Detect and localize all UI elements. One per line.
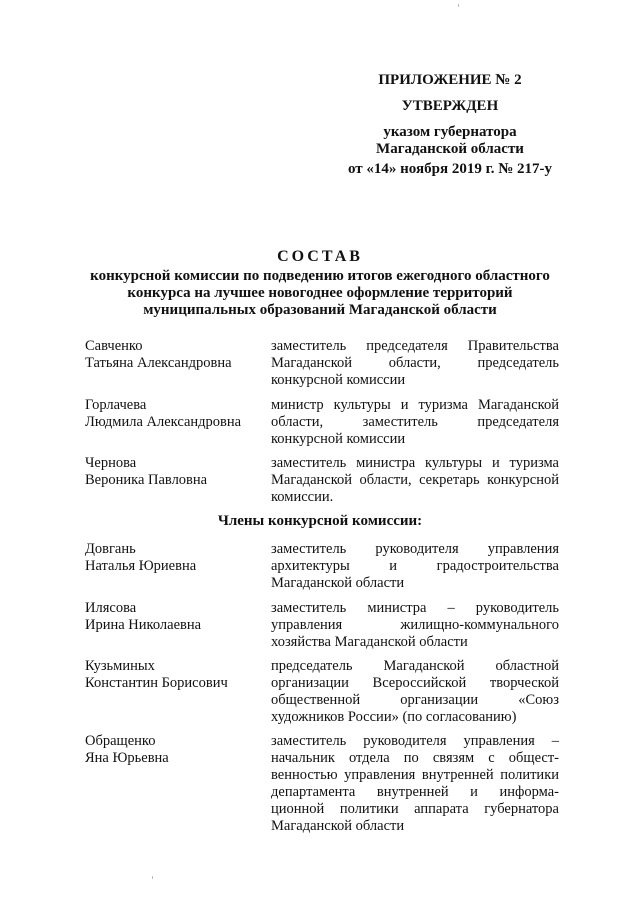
role-line: конкурсной комиссии [271, 372, 406, 388]
role-line: начальник отдела по связям с общест- [271, 750, 559, 766]
role-line: области, заместитель председателя [271, 414, 559, 430]
member-given-names: Ирина Николаевна [85, 617, 202, 633]
role-line: художников России» (по согласованию) [271, 709, 517, 725]
role-line: заместитель руководителя управления [271, 541, 559, 557]
member-name [85, 397, 265, 431]
decree-line: Магаданской области [376, 141, 524, 157]
document-title: СОСТАВ [277, 248, 363, 265]
member-surname: Савченко [85, 338, 143, 354]
approved-label: УТВЕРЖДЕН [401, 98, 499, 114]
member-role [271, 600, 559, 651]
member-surname: Горлачева [85, 397, 147, 413]
member-role [271, 397, 559, 448]
role-line: Магаданской области [271, 575, 405, 591]
member-role [271, 541, 559, 592]
role-line: министр культуры и туризма Магаданской [271, 397, 559, 413]
document-subtitle [70, 268, 570, 319]
decree-line: указом губернатора [383, 124, 517, 140]
member-role [271, 455, 559, 506]
member-role [271, 338, 559, 389]
role-line: хозяйства Магаданской области [271, 634, 468, 650]
role-line: комиссии. [271, 489, 334, 505]
role-line: председатель Магаданской областной [271, 658, 559, 674]
member-surname: Кузьминых [85, 658, 155, 674]
member-given-names: Татьяна Александровна [85, 355, 232, 371]
member-name [85, 658, 265, 692]
member-given-names: Наталья Юриевна [85, 558, 197, 574]
decree-date: от «14» ноября 2019 г. № 217-у [347, 161, 553, 177]
member-role [271, 733, 559, 835]
subtitle-line: конкурса на лучшее новогоднее оформление территорий [127, 285, 513, 301]
member-surname: Обращенко [85, 733, 156, 749]
role-line: ционной политики аппарата губернатора [271, 801, 559, 817]
member-given-names: Вероника Павловна [85, 472, 208, 488]
role-line: общественной организации «Союз [271, 692, 559, 708]
role-line: заместитель руководителя управления – [271, 733, 559, 749]
member-given-names: Константин Борисович [85, 675, 228, 691]
member-name [85, 733, 265, 767]
role-line: архитектуры и градостроительства [271, 558, 559, 574]
member-role [271, 658, 559, 726]
role-line: венностью управления внутренней политики [271, 767, 559, 783]
member-given-names: Людмила Александровна [85, 414, 242, 430]
role-line: конкурсной комиссии [271, 431, 406, 447]
member-name [85, 338, 265, 372]
member-surname: Довгань [85, 541, 136, 557]
members-heading: Члены конкурсной комиссии: [217, 513, 423, 529]
member-surname: Чернова [85, 455, 137, 471]
member-name [85, 455, 265, 489]
role-line: заместитель председателя Правительства [271, 338, 559, 354]
member-name [85, 541, 265, 575]
role-line: заместитель министра – руководитель [271, 600, 559, 616]
role-line: Магаданской области [271, 818, 405, 834]
annex-number: ПРИЛОЖЕНИЕ № 2 [378, 72, 522, 88]
role-line: организации Всероссийской творческой [271, 675, 559, 691]
role-line: Магаданской области, председатель [271, 355, 559, 371]
role-line: управления жилищно-коммунального [271, 617, 559, 633]
scan-speck [458, 4, 459, 7]
role-line: департамента внутренней и информа- [271, 784, 559, 800]
subtitle-line: конкурсной комиссии по подведению итогов ежегодного областного [90, 268, 550, 284]
role-line: заместитель министра культуры и туризма [271, 455, 559, 471]
scan-speck [152, 876, 153, 879]
member-name [85, 600, 265, 634]
role-line: Магаданской области, секретарь конкурсной [271, 472, 559, 488]
subtitle-line: муниципальных образований Магаданской области [143, 302, 497, 318]
member-surname: Илясова [85, 600, 137, 616]
member-given-names: Яна Юрьевна [85, 750, 169, 766]
decree-reference [300, 124, 600, 158]
